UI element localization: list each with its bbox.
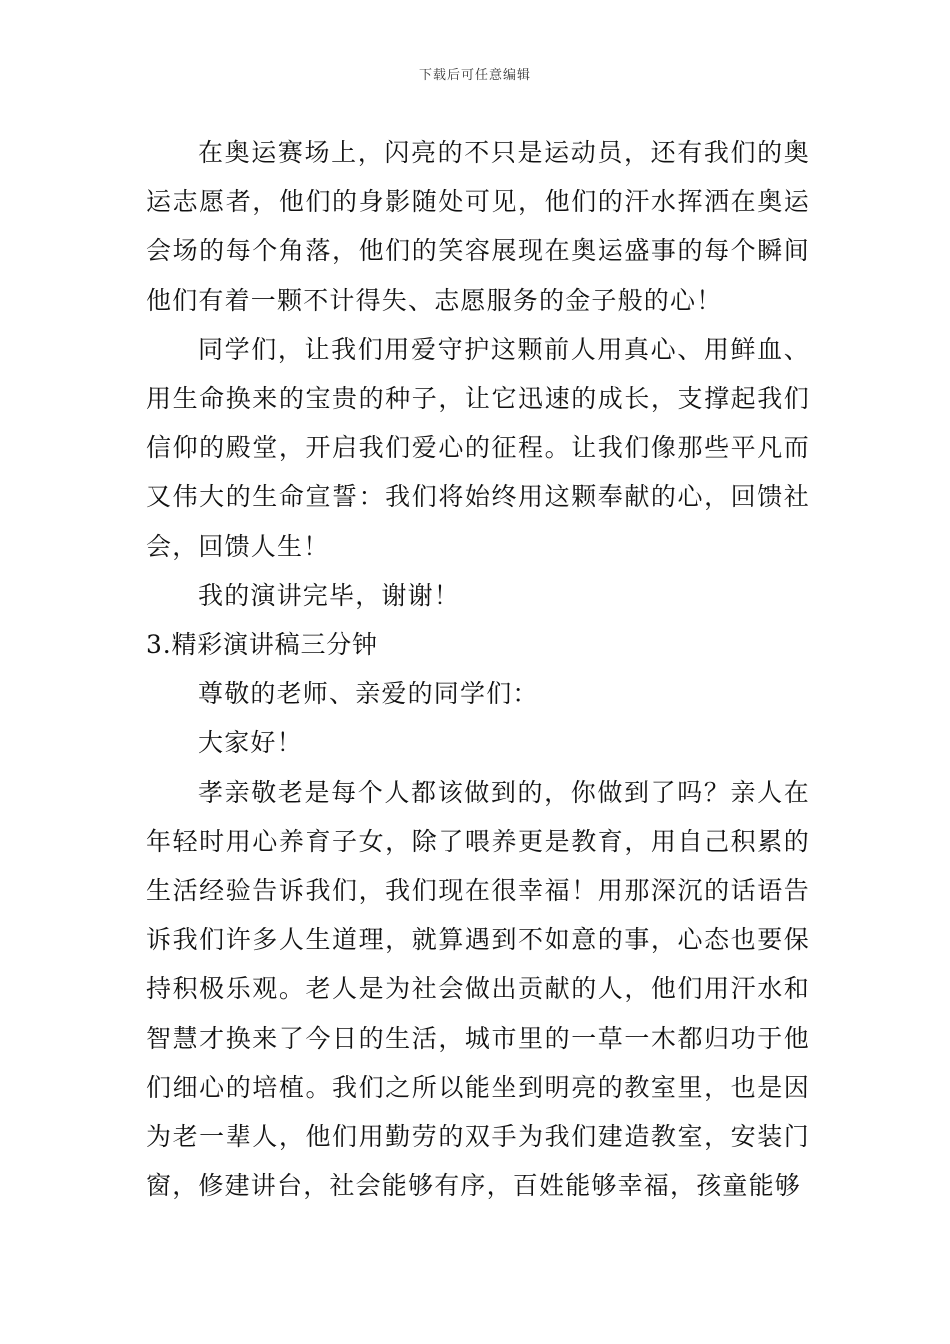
document-body xyxy=(146,128,810,1210)
paragraph-closing-thanks: 我的演讲完毕，谢谢！ xyxy=(198,580,461,610)
paragraph-salutation: 尊敬的老师、亲爱的同学们： xyxy=(198,679,539,709)
section-heading: 3.精彩演讲稿三分钟 xyxy=(146,630,378,660)
paragraph-filial-piety: 孝亲敬老是每个人都该做到的，你做到了吗？亲人在年轻时用心养育子女，除了喂养更是教育，用自己积累的生活经验告诉我们，我们现在很幸福！用那深沉的话语告诉我们许多人生道理，就算遇到不如意的事，心态也要保持积极乐观。老人是为社会做出贡献的人，他们用汗水和智慧才换来了今日的生活，城市里的一草一木都归功于他们细心的培植。我们之所以能坐到明亮的教室里，也是因为老一辈人，他们用勤劳的双手为我们建造教室，安装门窗，修建讲台，社会能够有序，百姓能够幸福，孩童能够 xyxy=(146,777,810,1201)
page-header-note: 下载后可任意编辑 xyxy=(418,68,531,83)
paragraph-call-to-action: 同学们，让我们用爱守护这颗前人用真心、用鲜血、用生命换来的宝贵的种子，让它迅速的成长，支撑起我们信仰的殿堂，开启我们爱心的征程。让我们像那些平凡而又伟大的生命宣誓：我们将始终用这颗奉献的心，回馈社会，回馈人生！ xyxy=(146,334,810,561)
paragraph-greeting: 大家好！ xyxy=(198,728,303,758)
paragraph-volunteers: 在奥运赛场上，闪亮的不只是运动员，还有我们的奥运志愿者，他们的身影随处可见，他们的汗水挥洒在奥运会场的每个角落，他们的笑容展现在奥运盛事的每个瞬间他们有着一颗不计得失、志愿服务的金子般的心！ xyxy=(146,138,810,315)
